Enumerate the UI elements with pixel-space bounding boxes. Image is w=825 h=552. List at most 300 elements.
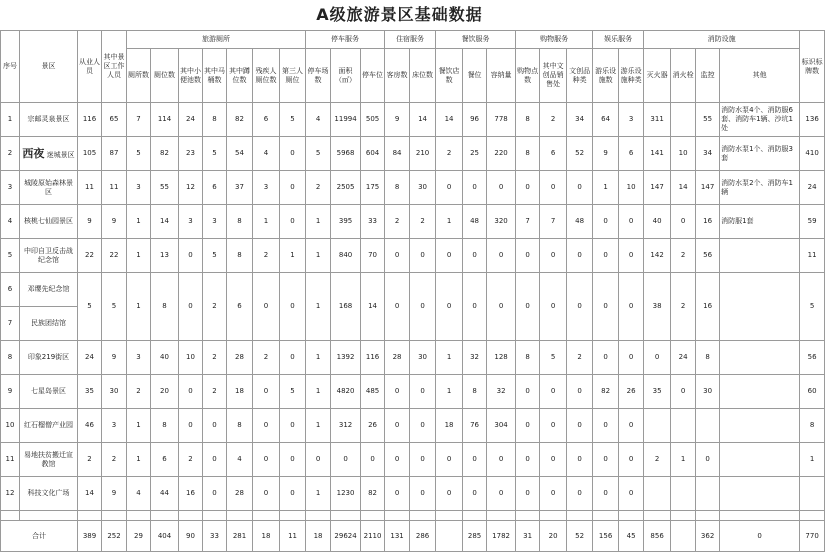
row-facilities: 0 — [593, 443, 619, 477]
header-parking-area: 面积（㎡） — [331, 49, 361, 103]
row-seats: 20 — [151, 375, 179, 409]
spacer-cell — [203, 511, 227, 521]
row-hydrant: 2 — [671, 239, 696, 273]
row-seq: 6 — [1, 273, 20, 307]
header-fire-monitor: 监控 — [696, 49, 720, 103]
row-toilets: 5 — [127, 137, 151, 171]
header-group-shopping: 购物服务 — [516, 31, 593, 49]
row-rooms: 9 — [385, 103, 410, 137]
header-shopping-points: 购物点数 — [516, 49, 540, 103]
row-other: 消防服1套 — [720, 205, 800, 239]
header-group-entertainment: 娱乐服务 — [593, 31, 644, 49]
row-culture-shops: 2 — [540, 103, 567, 137]
row-lots: 0 — [306, 443, 331, 477]
row-seats: 6 — [151, 443, 179, 477]
row-seq: 5 — [1, 239, 20, 273]
table-row — [1, 409, 825, 443]
header-parking-spaces: 停车位 — [361, 49, 385, 103]
row-squat: 4 — [227, 443, 253, 477]
row-monitor: 0 — [696, 443, 720, 477]
row-dining-seats: 8 — [463, 375, 487, 409]
row-extinguisher: 38 — [644, 273, 671, 341]
row-staff: 14 — [78, 477, 102, 511]
row-dining-seats: 76 — [463, 409, 487, 443]
header-dining-capacity: 容纳量 — [487, 49, 516, 103]
row-area: 4820 — [331, 375, 361, 409]
row-lots: 1 — [306, 341, 331, 375]
row-scenic-staff: 11 — [102, 171, 127, 205]
row-squat: 37 — [227, 171, 253, 205]
row-toilets: 3 — [127, 341, 151, 375]
row-scenic-name: 宗邮灵泉景区 — [20, 103, 78, 137]
total-spaces: 2110 — [361, 521, 385, 552]
row-staff: 2 — [78, 443, 102, 477]
row-culture-shops: 5 — [540, 341, 567, 375]
row-fac-kinds: 0 — [619, 205, 644, 239]
row-toilets: 3 — [127, 171, 151, 205]
row-scenic-staff: 3 — [102, 409, 127, 443]
row-squat: 8 — [227, 239, 253, 273]
row-spaces: 505 — [361, 103, 385, 137]
row-culture-kinds: 48 — [567, 205, 593, 239]
header-toilet-urinal: 其中小便池数 — [179, 49, 203, 103]
row-scenic-staff: 65 — [102, 103, 127, 137]
row-squat-toilet: 0 — [203, 443, 227, 477]
spacer-cell — [593, 511, 619, 521]
row-monitor: 16 — [696, 205, 720, 239]
data-table — [0, 30, 825, 552]
row-seats: 44 — [151, 477, 179, 511]
row-rooms: 0 — [385, 477, 410, 511]
row-signs: 410 — [800, 137, 825, 171]
row-seq: 11 — [1, 443, 20, 477]
header-shopping-culture-kinds: 文创品种类 — [567, 49, 593, 103]
total-monitor: 362 — [696, 521, 720, 552]
row-lots: 2 — [306, 171, 331, 205]
table-row — [1, 103, 825, 137]
row-extinguisher — [644, 477, 671, 511]
row-third: 0 — [280, 205, 306, 239]
row-shops: 8 — [516, 137, 540, 171]
row-capacity: 0 — [487, 171, 516, 205]
spacer-cell — [720, 511, 800, 521]
table-row — [1, 477, 825, 511]
row-culture-shops: 0 — [540, 409, 567, 443]
spacer-cell — [671, 511, 696, 521]
row-culture-kinds: 0 — [567, 409, 593, 443]
row-spaces: 82 — [361, 477, 385, 511]
row-restaurants: 18 — [436, 409, 463, 443]
total-shops: 31 — [516, 521, 540, 552]
row-seq: 7 — [1, 307, 20, 341]
row-seats: 8 — [151, 273, 179, 341]
row-other — [720, 273, 800, 341]
row-extinguisher — [644, 409, 671, 443]
row-beds: 14 — [410, 103, 436, 137]
row-signs: 56 — [800, 341, 825, 375]
row-scenic-name: 邓缨先纪念馆 — [20, 273, 78, 307]
row-fac-kinds: 6 — [619, 137, 644, 171]
row-urinal: 24 — [179, 103, 203, 137]
total-signs: 770 — [800, 521, 825, 552]
row-area: 1392 — [331, 341, 361, 375]
row-lots: 1 — [306, 239, 331, 273]
row-culture-shops: 6 — [540, 137, 567, 171]
row-signs: 8 — [800, 409, 825, 443]
row-seq: 10 — [1, 409, 20, 443]
row-culture-kinds: 0 — [567, 239, 593, 273]
row-other: 消防水泵2个、消防车1辆 — [720, 171, 800, 205]
row-seq: 3 — [1, 171, 20, 205]
row-scenic-staff: 9 — [102, 477, 127, 511]
header-lodging-rooms: 客房数 — [385, 49, 410, 103]
spacer-cell — [800, 511, 825, 521]
total-capacity: 1782 — [487, 521, 516, 552]
row-extinguisher: 2 — [644, 443, 671, 477]
total-squat-toilet: 33 — [203, 521, 227, 552]
row-spaces: 116 — [361, 341, 385, 375]
row-facilities: 0 — [593, 239, 619, 273]
total-area: 29624 — [331, 521, 361, 552]
row-squat: 8 — [227, 409, 253, 443]
total-extinguisher: 856 — [644, 521, 671, 552]
row-disabled: 0 — [253, 409, 280, 443]
row-culture-kinds: 0 — [567, 477, 593, 511]
row-rooms: 2 — [385, 205, 410, 239]
row-seq: 8 — [1, 341, 20, 375]
row-scenic-name: 科技文化广场 — [20, 477, 78, 511]
row-hydrant: 2 — [671, 273, 696, 341]
row-signs — [800, 477, 825, 511]
row-restaurants: 0 — [436, 171, 463, 205]
row-restaurants: 1 — [436, 375, 463, 409]
row-third: 0 — [280, 137, 306, 171]
row-toilets: 1 — [127, 273, 151, 341]
row-scenic-staff: 22 — [102, 239, 127, 273]
row-shops: 0 — [516, 409, 540, 443]
spacer-cell — [331, 511, 361, 521]
table-row — [1, 171, 825, 205]
row-area: 840 — [331, 239, 361, 273]
spacer-cell — [619, 511, 644, 521]
total-rooms: 131 — [385, 521, 410, 552]
row-hydrant: 1 — [671, 443, 696, 477]
row-capacity: 778 — [487, 103, 516, 137]
row-fac-kinds: 0 — [619, 341, 644, 375]
spacer-cell — [463, 511, 487, 521]
row-scenic-staff: 9 — [102, 205, 127, 239]
row-signs: 11 — [800, 239, 825, 273]
row-beds: 0 — [410, 409, 436, 443]
row-scenic-name: 红石榴僧产业园 — [20, 409, 78, 443]
row-area: 2505 — [331, 171, 361, 205]
row-squat-toilet: 6 — [203, 171, 227, 205]
row-squat-toilet: 8 — [203, 103, 227, 137]
row-culture-kinds: 0 — [567, 375, 593, 409]
row-squat-toilet: 2 — [203, 273, 227, 341]
row-monitor — [696, 477, 720, 511]
spacer-cell — [516, 511, 540, 521]
row-capacity: 320 — [487, 205, 516, 239]
row-lots: 1 — [306, 205, 331, 239]
row-urinal: 0 — [179, 409, 203, 443]
header-toilet-seats: 厕位数 — [151, 49, 179, 103]
row-other — [720, 375, 800, 409]
header-entertainment-kinds: 游乐设施种类 — [619, 49, 644, 103]
row-scenic-name: 七星岛景区 — [20, 375, 78, 409]
row-squat-toilet: 0 — [203, 477, 227, 511]
row-restaurants: 14 — [436, 103, 463, 137]
row-shops: 0 — [516, 477, 540, 511]
row-culture-shops: 0 — [540, 477, 567, 511]
row-capacity: 0 — [487, 239, 516, 273]
row-facilities: 1 — [593, 171, 619, 205]
row-culture-kinds: 0 — [567, 273, 593, 341]
row-squat-toilet: 5 — [203, 239, 227, 273]
row-lots: 1 — [306, 409, 331, 443]
row-monitor: 56 — [696, 239, 720, 273]
row-rooms: 0 — [385, 375, 410, 409]
row-urinal: 0 — [179, 273, 203, 341]
row-seats: 114 — [151, 103, 179, 137]
row-spaces: 0 — [361, 443, 385, 477]
row-other: 消防水泵4个、消防服6套、消防车1辆、沙坑1处 — [720, 103, 800, 137]
row-extinguisher: 0 — [644, 341, 671, 375]
row-hydrant: 10 — [671, 137, 696, 171]
row-extinguisher: 311 — [644, 103, 671, 137]
row-restaurants: 1 — [436, 341, 463, 375]
header-group-toilet: 旅游厕所 — [127, 31, 306, 49]
header-fire-extinguisher: 灭火器 — [644, 49, 671, 103]
row-fac-kinds: 10 — [619, 171, 644, 205]
row-urinal: 10 — [179, 341, 203, 375]
row-seats: 14 — [151, 205, 179, 239]
row-area: 11994 — [331, 103, 361, 137]
row-area: 1230 — [331, 477, 361, 511]
row-beds: 0 — [410, 273, 436, 341]
row-culture-shops: 0 — [540, 273, 567, 341]
header-group-fire: 消防设施 — [644, 31, 800, 49]
row-scenic-staff: 2 — [102, 443, 127, 477]
row-third: 0 — [280, 443, 306, 477]
row-capacity: 0 — [487, 443, 516, 477]
row-lots: 5 — [306, 137, 331, 171]
row-hydrant — [671, 477, 696, 511]
row-urinal: 0 — [179, 375, 203, 409]
total-row — [1, 521, 825, 552]
row-seats: 8 — [151, 409, 179, 443]
table-row — [1, 205, 825, 239]
row-other — [720, 443, 800, 477]
row-squat-toilet: 5 — [203, 137, 227, 171]
row-squat-toilet: 2 — [203, 341, 227, 375]
row-urinal: 23 — [179, 137, 203, 171]
row-toilets: 1 — [127, 443, 151, 477]
row-hydrant — [671, 409, 696, 443]
row-area: 395 — [331, 205, 361, 239]
spacer-cell — [567, 511, 593, 521]
spacer-cell — [20, 511, 78, 521]
row-urinal: 0 — [179, 239, 203, 273]
total-seats: 404 — [151, 521, 179, 552]
row-lots: 1 — [306, 375, 331, 409]
row-signs: 5 — [800, 273, 825, 341]
row-seq: 2 — [1, 137, 20, 171]
row-signs: 59 — [800, 205, 825, 239]
row-disabled: 0 — [253, 375, 280, 409]
row-rooms: 84 — [385, 137, 410, 171]
spacer-cell — [280, 511, 306, 521]
header-staff: 从业人员 — [78, 31, 102, 103]
row-other — [720, 409, 800, 443]
header-dining-seats: 餐位 — [463, 49, 487, 103]
row-capacity: 32 — [487, 375, 516, 409]
row-rooms: 0 — [385, 443, 410, 477]
row-scenic-staff: 87 — [102, 137, 127, 171]
row-capacity: 220 — [487, 137, 516, 171]
header-fire-other: 其他 — [720, 49, 800, 103]
row-seats: 55 — [151, 171, 179, 205]
row-rooms: 0 — [385, 273, 410, 341]
row-restaurants: 0 — [436, 477, 463, 511]
row-facilities: 9 — [593, 137, 619, 171]
row-staff: 22 — [78, 239, 102, 273]
row-signs: 24 — [800, 171, 825, 205]
spacer-cell — [436, 511, 463, 521]
row-scenic-name: 城陵原始森林景区 — [20, 171, 78, 205]
row-disabled: 0 — [253, 477, 280, 511]
header-scenic: 景区 — [20, 31, 78, 103]
row-staff: 24 — [78, 341, 102, 375]
row-third: 0 — [280, 273, 306, 341]
spacer-cell — [127, 511, 151, 521]
row-capacity: 0 — [487, 273, 516, 341]
spacer-cell — [253, 511, 280, 521]
row-spaces: 604 — [361, 137, 385, 171]
row-toilets: 4 — [127, 477, 151, 511]
row-lots: 1 — [306, 477, 331, 511]
row-squat-toilet: 2 — [203, 375, 227, 409]
row-staff: 9 — [78, 205, 102, 239]
total-culture-kinds: 52 — [567, 521, 593, 552]
row-seats: 13 — [151, 239, 179, 273]
row-capacity: 0 — [487, 477, 516, 511]
row-extinguisher: 141 — [644, 137, 671, 171]
row-dining-seats: 0 — [463, 239, 487, 273]
row-staff: 116 — [78, 103, 102, 137]
row-toilets: 7 — [127, 103, 151, 137]
row-third: 1 — [280, 239, 306, 273]
row-third: 0 — [280, 409, 306, 443]
row-squat: 6 — [227, 273, 253, 341]
row-hydrant: 0 — [671, 205, 696, 239]
row-hydrant: 0 — [671, 375, 696, 409]
header-group-lodging: 住宿服务 — [385, 31, 436, 49]
header-fire-hydrant: 消火栓 — [671, 49, 696, 103]
header-shopping-culture-shops: 其中文创品销售处 — [540, 49, 567, 103]
row-facilities: 64 — [593, 103, 619, 137]
row-restaurants: 1 — [436, 205, 463, 239]
table-row — [1, 341, 825, 375]
row-dining-seats: 32 — [463, 341, 487, 375]
total-other: 0 — [720, 521, 800, 552]
row-beds: 30 — [410, 171, 436, 205]
row-restaurants: 0 — [436, 239, 463, 273]
row-culture-kinds: 34 — [567, 103, 593, 137]
total-scenic-staff: 252 — [102, 521, 127, 552]
row-beds: 0 — [410, 239, 436, 273]
row-squat-toilet: 0 — [203, 409, 227, 443]
row-spaces: 33 — [361, 205, 385, 239]
spacer-cell — [385, 511, 410, 521]
spacer-cell — [410, 511, 436, 521]
row-beds: 0 — [410, 443, 436, 477]
header-toilet-count: 厕所数 — [127, 49, 151, 103]
row-hydrant — [671, 103, 696, 137]
row-capacity: 128 — [487, 341, 516, 375]
total-lots: 18 — [306, 521, 331, 552]
row-area: 5968 — [331, 137, 361, 171]
row-seq: 1 — [1, 103, 20, 137]
spacer-row — [1, 511, 825, 521]
row-culture-kinds: 0 — [567, 171, 593, 205]
row-other — [720, 239, 800, 273]
row-hydrant: 14 — [671, 171, 696, 205]
row-shops: 0 — [516, 171, 540, 205]
header-signs: 标识标牌数 — [800, 31, 825, 103]
row-fac-kinds: 0 — [619, 443, 644, 477]
spacer-cell — [361, 511, 385, 521]
row-monitor: 147 — [696, 171, 720, 205]
spacer-cell — [644, 511, 671, 521]
row-extinguisher: 142 — [644, 239, 671, 273]
row-culture-shops: 0 — [540, 239, 567, 273]
table-row — [1, 273, 825, 307]
row-urinal: 2 — [179, 443, 203, 477]
row-disabled: 0 — [253, 443, 280, 477]
spacer-cell — [1, 511, 20, 521]
row-toilets: 2 — [127, 375, 151, 409]
row-monitor: 8 — [696, 341, 720, 375]
row-scenic-name: 核桃七仙园景区 — [20, 205, 78, 239]
row-extinguisher: 147 — [644, 171, 671, 205]
row-fac-kinds: 0 — [619, 273, 644, 341]
table-row — [1, 239, 825, 273]
header-dining-restaurants: 餐饮店数 — [436, 49, 463, 103]
row-disabled: 0 — [253, 273, 280, 341]
row-facilities: 0 — [593, 409, 619, 443]
row-fac-kinds: 0 — [619, 477, 644, 511]
row-capacity: 304 — [487, 409, 516, 443]
row-squat: 8 — [227, 205, 253, 239]
header-parking-lots: 停车场数 — [306, 49, 331, 103]
page-title: A级旅游景区基础数据 — [316, 5, 483, 24]
row-disabled: 3 — [253, 171, 280, 205]
header-scenic-staff: 其中景区工作人员 — [102, 31, 127, 103]
row-culture-shops: 7 — [540, 205, 567, 239]
row-seq: 12 — [1, 477, 20, 511]
row-area: 168 — [331, 273, 361, 341]
spacer-cell — [487, 511, 516, 521]
row-disabled: 4 — [253, 137, 280, 171]
row-third: 0 — [280, 341, 306, 375]
row-squat-toilet: 3 — [203, 205, 227, 239]
row-culture-shops: 0 — [540, 171, 567, 205]
row-shops: 7 — [516, 205, 540, 239]
header-toilet-squat: 其中蹲位数 — [227, 49, 253, 103]
row-beds: 210 — [410, 137, 436, 171]
total-dining-seats: 285 — [463, 521, 487, 552]
